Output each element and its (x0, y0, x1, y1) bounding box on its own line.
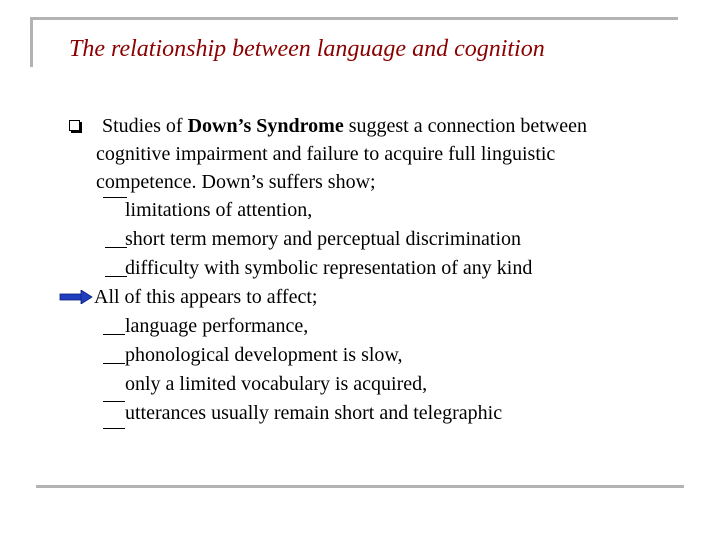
dash-icon (105, 276, 127, 277)
symptom-item: limitations of attention, (125, 199, 313, 221)
checkbox-bullet-icon (69, 120, 80, 131)
intro-line-2: cognitive impairment and failure to acquire full linguistic (96, 143, 556, 165)
dash-icon (103, 334, 125, 335)
effect-item: phonological development is slow, (125, 344, 403, 366)
slide-frame-left (30, 17, 33, 67)
symptom-item: short term memory and perceptual discrimination (125, 228, 521, 250)
symptom-item: difficulty with symbolic representation of any kind (125, 257, 533, 279)
intro-line-1 (102, 114, 587, 138)
intro-suffix: suggest a connection between (343, 115, 587, 137)
dash-icon (103, 363, 125, 364)
effect-item: language performance, (125, 315, 309, 337)
effect-item: only a limited vocabulary is acquired, (125, 373, 428, 395)
intro-bold-term: Down’s Syndrome (187, 115, 344, 137)
effects-heading: All of this appears to affect; (94, 286, 318, 308)
dash-icon (103, 401, 125, 402)
slide-frame-bottom (36, 485, 684, 488)
slide-title: The relationship between language and cognition (69, 36, 545, 62)
slide-frame-top (30, 17, 678, 20)
dash-icon (103, 197, 127, 198)
intro-line-3: competence. Down’s suffers show; (96, 171, 376, 193)
effect-item: utterances usually remain short and telegraphic (125, 402, 503, 424)
dash-icon (103, 428, 125, 429)
intro-prefix: Studies of (102, 115, 188, 137)
right-arrow-icon (59, 290, 93, 304)
dash-icon (105, 247, 127, 248)
